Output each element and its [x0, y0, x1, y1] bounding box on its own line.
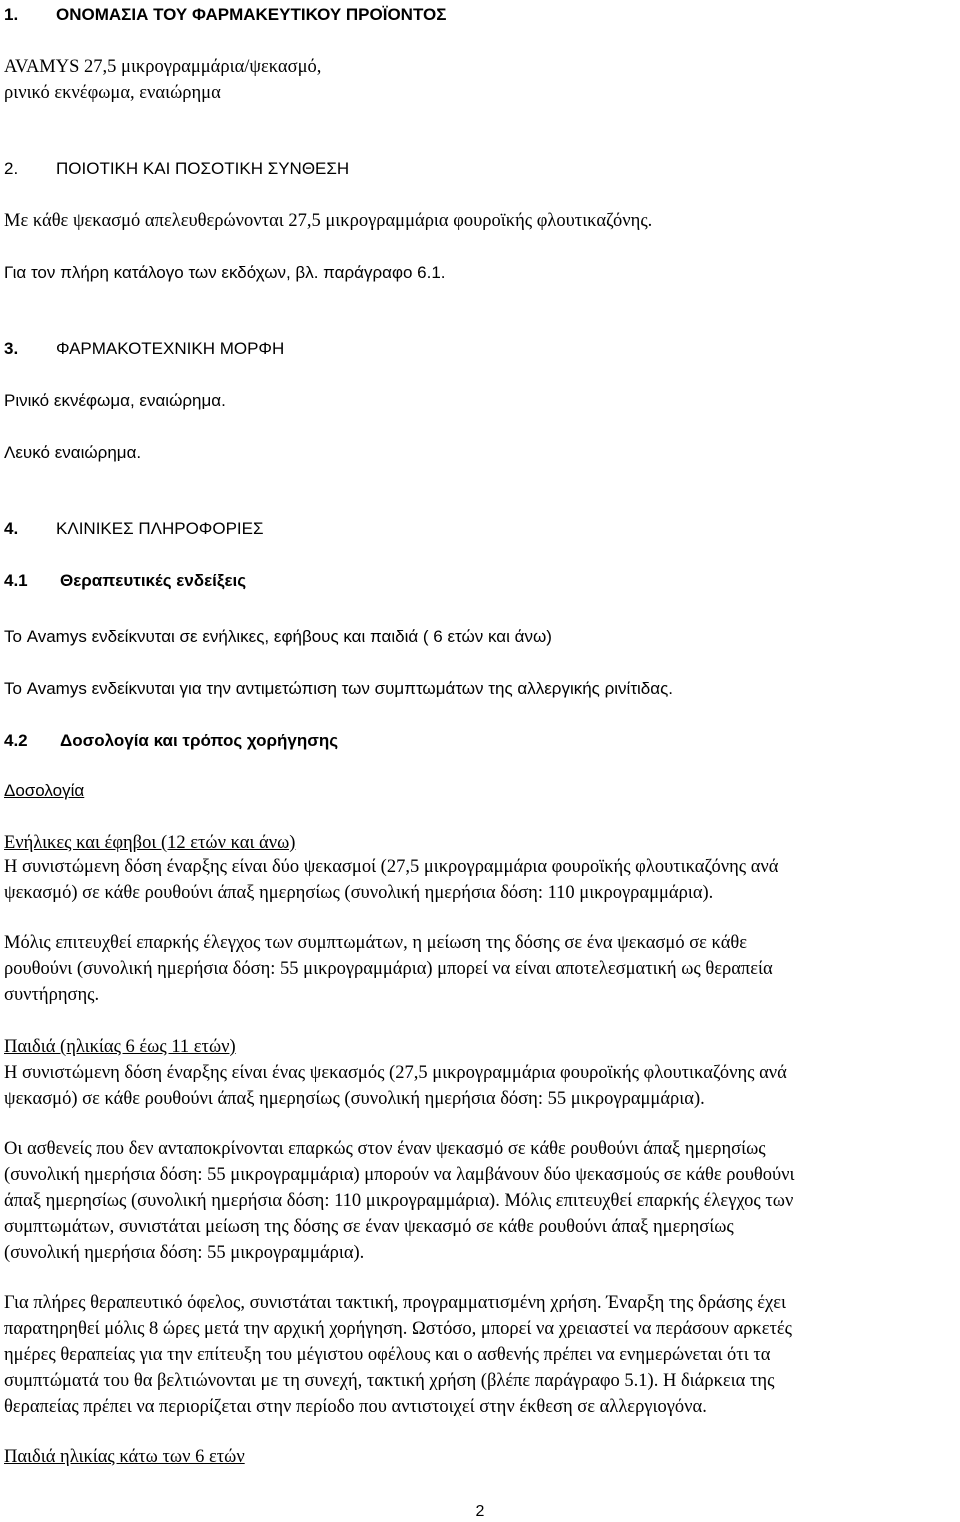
section-title: ΟΝΟΜΑΣΙΑ ΤΟΥ ΦΑΡΜΑΚΕΥΤΙΚΟΥ ΠΡΟΪΟΝΤΟΣ [56, 5, 447, 24]
text-line: Η συνιστώμενη δόση έναρξης είναι ένας ψεκασμός (27,5 μικρογραμμάρια φουροϊκής φλουτικαζόνης ανά [4, 1063, 787, 1083]
text-line: (συνολική ημερήσια δόση: 55 μικρογραμμάρια) μπορούν να λαμβάνουν δύο ψεκασμούς σε κάθε ρουθούνι [4, 1165, 795, 1185]
text-line: συμπτωμάτων, συνιστάται μείωση της δόσης σε έναν ψεκασμό σε κάθε ρουθούνι άπαξ ημερησίως [4, 1217, 734, 1237]
section-2-heading [4, 158, 349, 180]
text-line: Για τον πλήρη κατάλογο των εκδόχων, βλ. παράγραφο 6.1. [4, 263, 446, 282]
section-title: ΚΛΙΝΙΚΕΣ ΠΛΗΡΟΦΟΡΙΕΣ [56, 519, 264, 538]
text-line: Η συνιστώμενη δόση έναρξης είναι δύο ψεκασμοί (27,5 μικρογραμμάρια φουροϊκής φλουτικαζόνης ανά [4, 857, 779, 877]
text-line: Το Avamys ενδείκνυται για την αντιμετώπιση των συμπτωμάτων της αλλεργικής ρινίτιδας. [4, 679, 674, 698]
text-line: συντήρησης. [4, 985, 100, 1005]
text-line: Με κάθε ψεκασμό απελευθερώνονται 27,5 μικρογραμμάρια φουροϊκής φλουτικαζόνης. [4, 211, 653, 231]
subheading-under-6: Παιδιά ηλικίας κάτω των 6 ετών [4, 1447, 245, 1467]
text-line: άπαξ ημερησίως (συνολική ημερήσια δόση: 110 μικρογραμμάρια). Μόλις επιτευχθεί επαρκής έλεγχος των [4, 1191, 794, 1211]
text-line: Μόλις επιτευχθεί επαρκής έλεγχος των συμπτωμάτων, η μείωση της δόσης σε ένα ψεκασμό σε κάθε [4, 933, 748, 953]
text-line: ρουθούνι (συνολική ημερήσια δόση: 55 μικρογραμμάρια) μπορεί να είναι αποτελεσματική ως θεραπεία [4, 959, 773, 979]
section-1-heading [4, 4, 446, 26]
text-line: (συνολική ημερήσια δόση: 55 μικρογραμμάρια). [4, 1243, 365, 1263]
subheading-adults: Ενήλικες και έφηβοι (12 ετών και άνω) [4, 833, 296, 853]
section-number: 4.1 [4, 571, 28, 590]
section-title: Θεραπευτικές ενδείξεις [60, 571, 247, 590]
text-line: ρινικό εκνέφωμα, εναιώρημα [4, 83, 221, 103]
text-line: Το Avamys ενδείκνυται σε ενήλικες, εφήβους και παιδιά ( 6 ετών και άνω) [4, 627, 552, 646]
subheading-dosage: Δοσολογία [4, 781, 85, 800]
text-line: Ρινικό εκνέφωμα, εναιώρημα. [4, 391, 226, 410]
text-line: Οι ασθενείς που δεν ανταποκρίνονται επαρκώς στον έναν ψεκασμό σε κάθε ρουθούνι άπαξ ημερησίως [4, 1139, 766, 1159]
text-line: Λευκό εναιώρημα. [4, 443, 142, 462]
text-line: ψεκασμό) σε κάθε ρουθούνι άπαξ ημερησίως (συνολική ημερήσια δόση: 110 μικρογραμμάρια). [4, 883, 714, 903]
section-4-2-heading [4, 730, 338, 752]
section-number: 3. [4, 339, 19, 358]
section-title: ΦΑΡΜΑΚΟΤΕΧΝΙΚΗ ΜΟΡΦΗ [56, 339, 285, 358]
page-number: 2 [475, 1503, 485, 1520]
subheading-children: Παιδιά (ηλικίας 6 έως 11 ετών) [4, 1037, 236, 1057]
section-3-heading [4, 338, 284, 360]
section-number: 1. [4, 5, 19, 24]
section-number: 4.2 [4, 731, 28, 750]
text-line: θεραπείας πρέπει να περιορίζεται στην περίοδο που αντιστοιχεί στην έκθεση σε αλλεργιογόνα. [4, 1397, 707, 1417]
text-line: παρατηρηθεί μόλις 8 ώρες μετά την αρχική χορήγηση. Ωστόσο, μπορεί να χρειαστεί να περάσουν αρκετές [4, 1319, 792, 1339]
text-line: συμπτώματά του θα βελτιώνονται με τη συνεχή, τακτική χρήση (βλέπε παράγραφο 5.1). Η διάρκεια της [4, 1371, 775, 1391]
section-number: 4. [4, 519, 19, 538]
text-line: AVAMYS 27,5 μικρογραμμάρια/ψεκασμό, [4, 57, 322, 77]
section-title: ΠΟΙΟΤΙΚΗ ΚΑΙ ΠΟΣΟΤΙΚΗ ΣΥΝΘΕΣΗ [56, 159, 350, 178]
text-line: ημέρες θεραπείας για την επίτευξη του μέγιστου οφέλους και ο ασθενής πρέπει να ενημερώνεται ότι τα [4, 1345, 771, 1365]
text-line: Για πλήρες θεραπευτικό όφελος, συνιστάται τακτική, προγραμματισμένη χρήση. Έναρξη της δράσης έχει [4, 1293, 786, 1313]
section-title: Δοσολογία και τρόπος χορήγησης [60, 731, 339, 750]
section-number: 2. [4, 159, 19, 178]
section-4-heading [4, 518, 264, 540]
section-4-1-heading [4, 570, 246, 592]
text-line: ψεκασμό) σε κάθε ρουθούνι άπαξ ημερησίως (συνολική ημερήσια δόση: 55 μικρογραμμάρια). [4, 1089, 705, 1109]
